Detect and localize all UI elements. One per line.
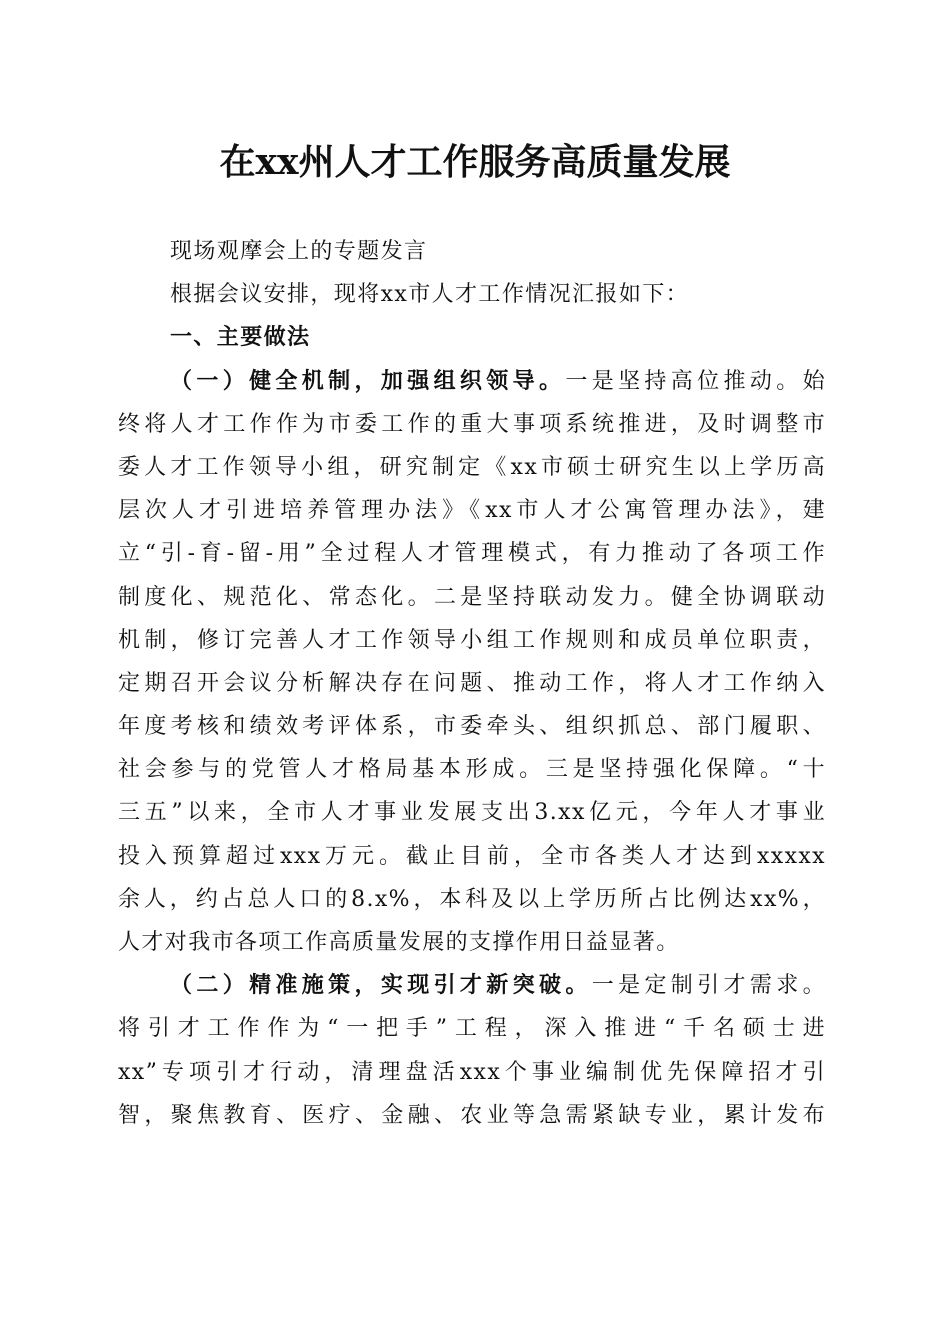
para1-line: 年度考核和绩效考评体系，市委牵头、组织抓总、部门履职、 (118, 714, 826, 740)
para1-line: 余人，约占总人口的8.x%，本科及以上学历所占比例达xx%， (118, 886, 826, 912)
para1-line: 三五”以来，全市人才事业发展支出3.xx亿元，今年人才事业 (118, 800, 826, 826)
para1-bold-lead: （一）健全机制，加强组织领导。 (170, 367, 566, 394)
subtitle-line: 现场观摩会上的专题发言 (170, 239, 428, 264)
para1-line: 委人才工作领导小组，研究制定《xx市硕士研究生以上学历高 (118, 454, 826, 480)
para1-line: 投入预算超过xxx万元。截止目前，全市各类人才达到xxxxx (118, 843, 826, 869)
para2-first-line (118, 964, 826, 1007)
document-body (118, 230, 826, 1137)
para1-line: 机制，修订完善人才工作领导小组工作规则和成员单位职责， (118, 627, 826, 653)
para1-line: 定期召开会议分析解决存在问题、推动工作，将人才工作纳入 (118, 670, 826, 696)
para1-last-line: 人才对我市各项工作高质量发展的支撑作用日益显著。 (118, 930, 680, 955)
para1-first-line (118, 360, 826, 403)
para1-line: 层次人才引进培养管理办法》《xx市人才公寓管理办法》，建 (118, 498, 826, 524)
para2-line: 智，聚焦教育、医疗、金融、农业等急需紧缺专业，累计发布 (118, 1102, 826, 1128)
para2-bold-lead: （二）精准施策，实现引才新突破。 (170, 972, 592, 999)
para1-line: 社会参与的党管人才格局基本形成。三是坚持强化保障。“十 (118, 757, 826, 783)
para1-line: 制度化、规范化、常态化。二是坚持联动发力。健全协调联动 (118, 584, 826, 610)
para1-line: 终将人才工作作为市委工作的重大事项系统推进，及时调整市 (118, 411, 826, 437)
para1-first-line-rest: 一是坚持高位推动。始 (565, 368, 826, 394)
para2-line: xx”专项引才行动，清理盘活xxx个事业编制优先保障招才引 (118, 1059, 826, 1085)
intro-line: 根据会议安排，现将xx市人才工作情况汇报如下： (170, 282, 690, 308)
document-title: 在xx州人才工作服务高质量发展 (219, 141, 731, 183)
para2-first-line-rest: 一是定制引才需求。 (591, 973, 826, 999)
para1-line: 立“引-育-留-用”全过程人才管理模式，有力推动了各项工作 (118, 541, 826, 567)
para2-line: 将引才工作作为“一把手”工程，深入推进“千名硕士进 (118, 1016, 826, 1042)
section-heading: 一、主要做法 (170, 324, 311, 351)
